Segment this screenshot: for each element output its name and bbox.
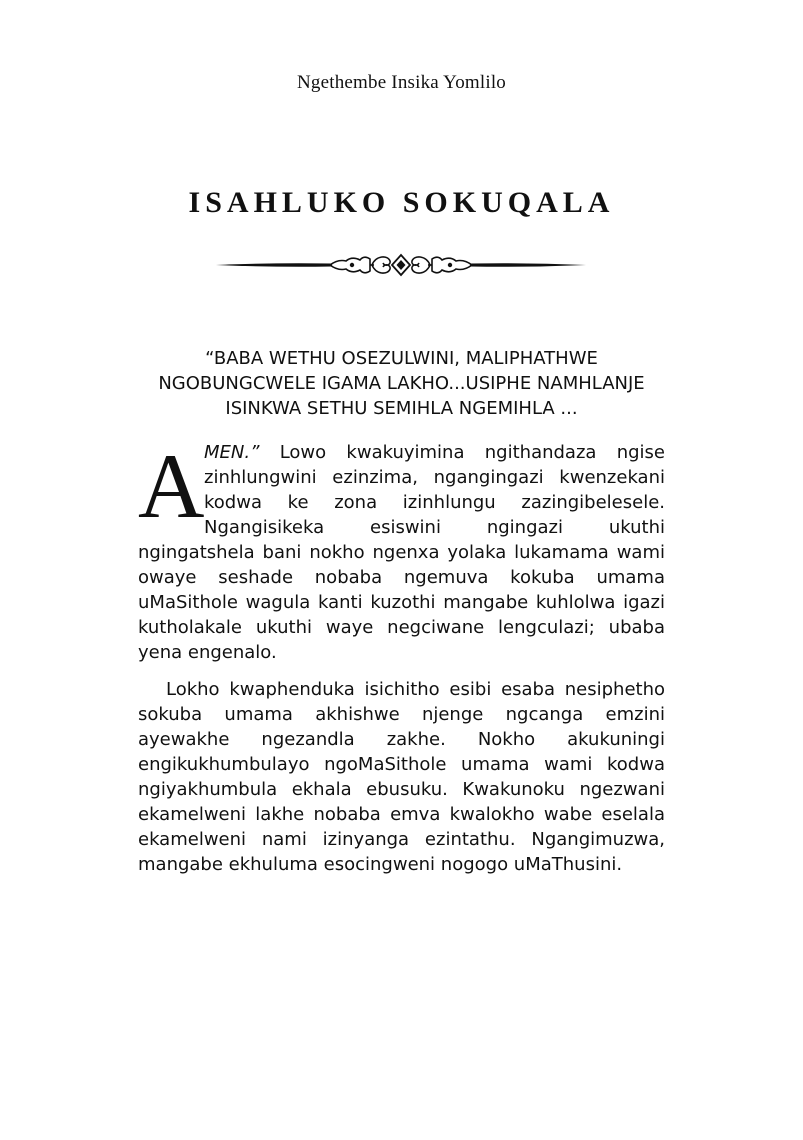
first-word: MEN.” <box>204 442 260 463</box>
paragraph-2: Lokho kwaphenduka isichitho esibi esaba nesiphetho sokuba umama akhishwe njenge ngcanga emzini ayewakhe ngezandla zakhe. Nokho akukuningi engikukhumbulayo ngoMaSithole umama wami kodwa ngiyakhumbula ekhala ebusuku. Kwakunoku ngezwani ekamelweni lakhe nobaba emva kwalokho wabe eselala ekamelweni nami izinyanga ezintathu. Ngangimuzwa, mangabe ekhuluma esocingweni nogogo uMaThusini. <box>138 679 665 875</box>
running-head: Ngethembe Insika Yomlilo <box>296 72 507 93</box>
epigraph-quote: “BABA WETHU OSEZULWINI, MALIPHATHWE NGOBUNGCWELE IGAMA LAKHO...USIPHE NAMHLANJE ISINKWA SETHU SEMIHLA NGEMIHLA ... <box>158 348 645 419</box>
ornamental-divider-icon <box>214 248 588 282</box>
paragraph-1-text: Lowo kwakuyimina ngithandaza ngise zinhlungwini ezinzima, ngangingazi kwenzekani kodwa ke zona izinhlungu zazingibelesele. Ngangisikeka esiswini ngingazi ukuthi ngingatshela bani nokho ngenxa yolaka lukamama wami owaye seshade nobaba ngemuva kokuba umama uMaSithole wagula kanti kuzothi mangabe kuhlolwa igazi kutholakale ukuthi waye negciwane lengculazi; ubaba yena engenalo. <box>138 442 665 663</box>
drop-cap: A <box>138 435 205 537</box>
paragraph-1 <box>138 435 665 665</box>
chapter-body <box>138 435 665 877</box>
chapter-title: ISAHLUKO SOKUQALA <box>188 186 615 219</box>
